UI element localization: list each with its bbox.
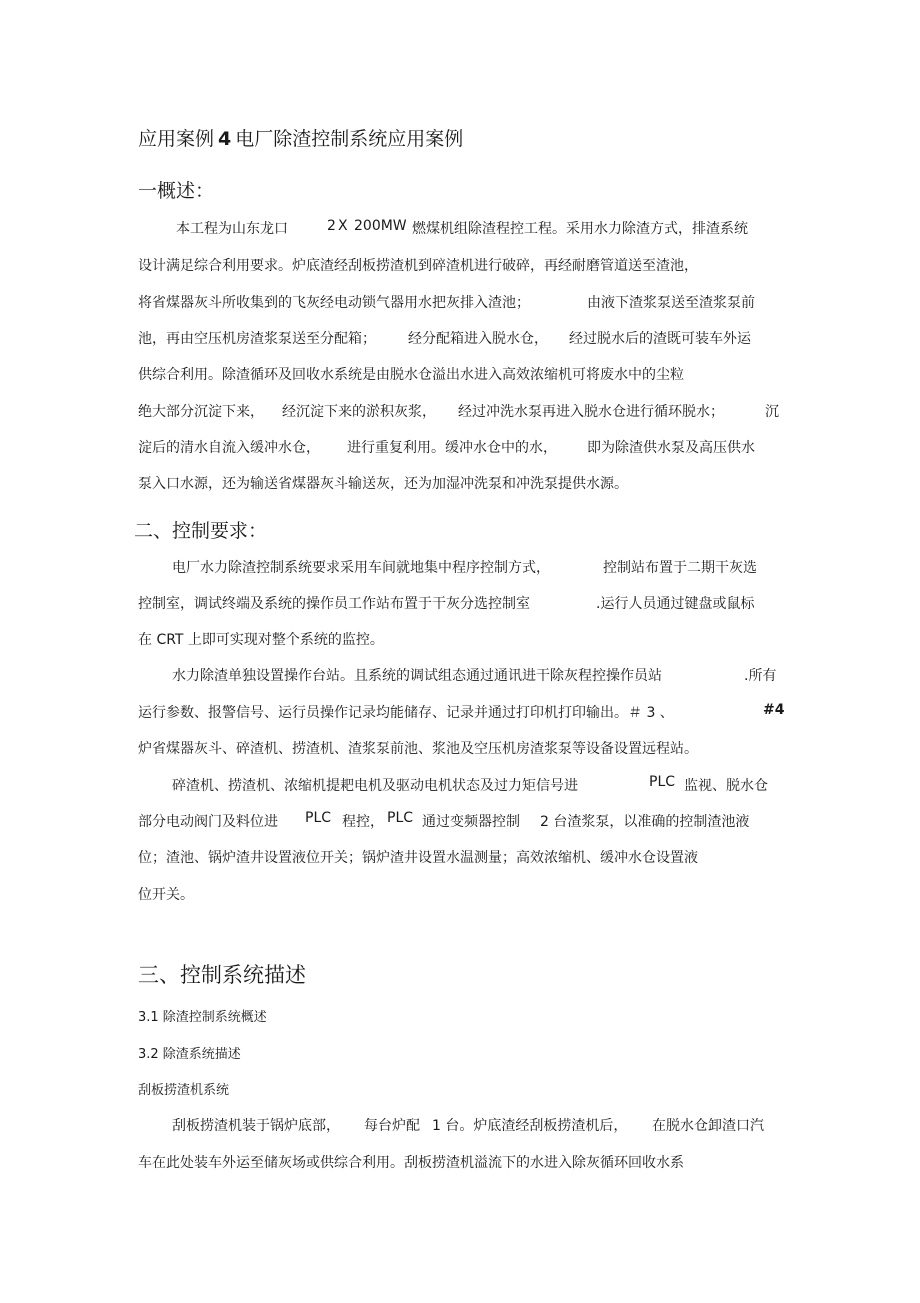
s1-line-6d: 沉 (765, 404, 779, 420)
s1-line-5: 供综合利用。除渣循环及回收水系统是由脱水仓溢出水进入高效浓缩机可将废水中的尘粒 (138, 367, 684, 383)
s2-line-8d: PLC (387, 810, 414, 826)
section-1-heading: 一概述： (138, 180, 215, 202)
s1-line-4b: 经分配箱进入脱水仓， (408, 331, 548, 347)
subsection-3-1: 3.1 除渣控制系统概述 (138, 1010, 267, 1025)
s3-line-1d: 在脱水仓卸渣口汽 (652, 1118, 764, 1134)
s1-line-7c: 即为除渣供水泵及高压供水 (587, 440, 755, 456)
s2-line-5a: 运行参数、报警信号、运行员操作记录均能储存、记录并通过打印机打印输出。＃ 3 、 (138, 705, 674, 721)
s2-line-8b: PLC (305, 810, 332, 826)
s2-line-4b: .所有 (744, 668, 777, 684)
s1-line-3b: 由液下渣浆泵送至渣浆泵前 (587, 295, 755, 311)
s3-line-2: 车在此处装车外运至储灰场或供综合利用。刮板捞渣机溢流下的水进入除灰循环回收水系 (138, 1155, 684, 1171)
section-2-heading: 二、控制要求： (134, 520, 268, 542)
s1-line-1e: 燃煤机组除渣程控工程。采用水力除渣方式，排渣系统 (412, 221, 748, 237)
title-number: 4 (218, 128, 232, 150)
title-part-b: 电厂除渣控制系统应用案例 (235, 128, 464, 150)
s1-line-3a: 将省煤器灰斗所收集到的飞灰经电动锁气器用水把灰排入渣池； (138, 295, 530, 311)
s1-line-1c: X (338, 218, 348, 234)
s2-line-3: 在 CRT 上即可实现对整个系统的监控。 (138, 632, 384, 648)
s1-line-2: 设计满足综合利用要求。炉底渣经刮板捞渣机到碎渣机进行破碎，再经耐磨管道送至渣池， (138, 258, 698, 274)
s2-line-2b: .运行人员通过键盘或鼠标 (596, 596, 755, 612)
s2-line-6: 炉省煤器灰斗、碎渣机、捞渣机、渣浆泵前池、浆池及空压机房渣浆泵等设备设置远程站。 (138, 741, 698, 757)
s2-line-2a: 控制室，调试终端及系统的操作员工作站布置于干灰分选控制室 (138, 596, 530, 612)
s1-line-7a: 淀后的清水自流入缓冲水仓， (138, 440, 320, 456)
subsection-3-2: 3.2 除渣系统描述 (138, 1047, 241, 1062)
s3-line-1a: 刮板捞渣机装于锅炉底部， (172, 1118, 340, 1134)
s2-line-8e: 通过变频器控制 (422, 814, 520, 830)
s2-line-5b: #4 (763, 702, 785, 718)
s2-line-7b: PLC (649, 774, 676, 790)
s2-line-1b: 控制站布置于二期干灰选 (603, 560, 757, 576)
s1-line-6b: 经沉淀下来的淤积灰浆， (282, 404, 436, 420)
title-part-a: 应用案例 (138, 128, 215, 150)
s3-line-1c: 1 台。炉底渣经刮板捞渣机后， (432, 1118, 628, 1134)
s2-line-8c: 程控， (342, 814, 384, 830)
s2-line-1a: 电厂水力除渣控制系统要求采用车间就地集中程序控制方式， (172, 560, 550, 576)
s2-line-10: 位开关。 (138, 887, 194, 903)
s1-line-6c: 经过冲洗水泵再进入脱水仓进行循环脱水； (458, 404, 724, 420)
s2-line-4a: 水力除渣单独设置操作台站。且系统的调试组态通过通讯进干除灰程控操作员站 (172, 668, 662, 684)
section-3-heading: 三、控制系统描述 (138, 963, 306, 987)
s1-line-6a: 绝大部分沉淀下来， (138, 404, 264, 420)
s2-line-9: 位；渣池、锅炉渣井设置液位开关；锅炉渣井设置水温测量；高效浓缩机、缓冲水仓设置液 (138, 850, 698, 866)
s1-line-7b: 进行重复利用。缓冲水仓中的水， (347, 440, 557, 456)
s1-line-1a: 本工程为山东龙口 (176, 221, 288, 237)
s2-line-7a: 碎渣机、捞渣机、浓缩机提耙电机及驱动电机状态及过力矩信号进 (172, 778, 578, 794)
s1-line-4c: 经过脱水后的渣既可装车外运 (569, 331, 751, 347)
s2-line-8f: 2 台渣浆泵，以准确的控制渣池液 (540, 814, 750, 830)
document-title (138, 124, 463, 151)
s2-line-7c: 监视、脱水仓 (684, 778, 768, 794)
s1-line-8: 泵入口水源，还为输送省煤器灰斗输送灰，还为加湿冲洗泵和冲洗泵提供水源。 (138, 476, 628, 492)
subsection-scraper: 刮板捞渣机系统 (138, 1083, 230, 1098)
s1-line-4a: 池，再由空压机房渣浆泵送至分配箱； (138, 331, 376, 347)
s2-line-8a: 部分电动阀门及料位进 (138, 814, 278, 830)
s1-line-1d: 200MW (354, 218, 407, 234)
s3-line-1b: 每台炉配 (364, 1118, 420, 1134)
s1-line-1b: 2 (327, 218, 336, 234)
